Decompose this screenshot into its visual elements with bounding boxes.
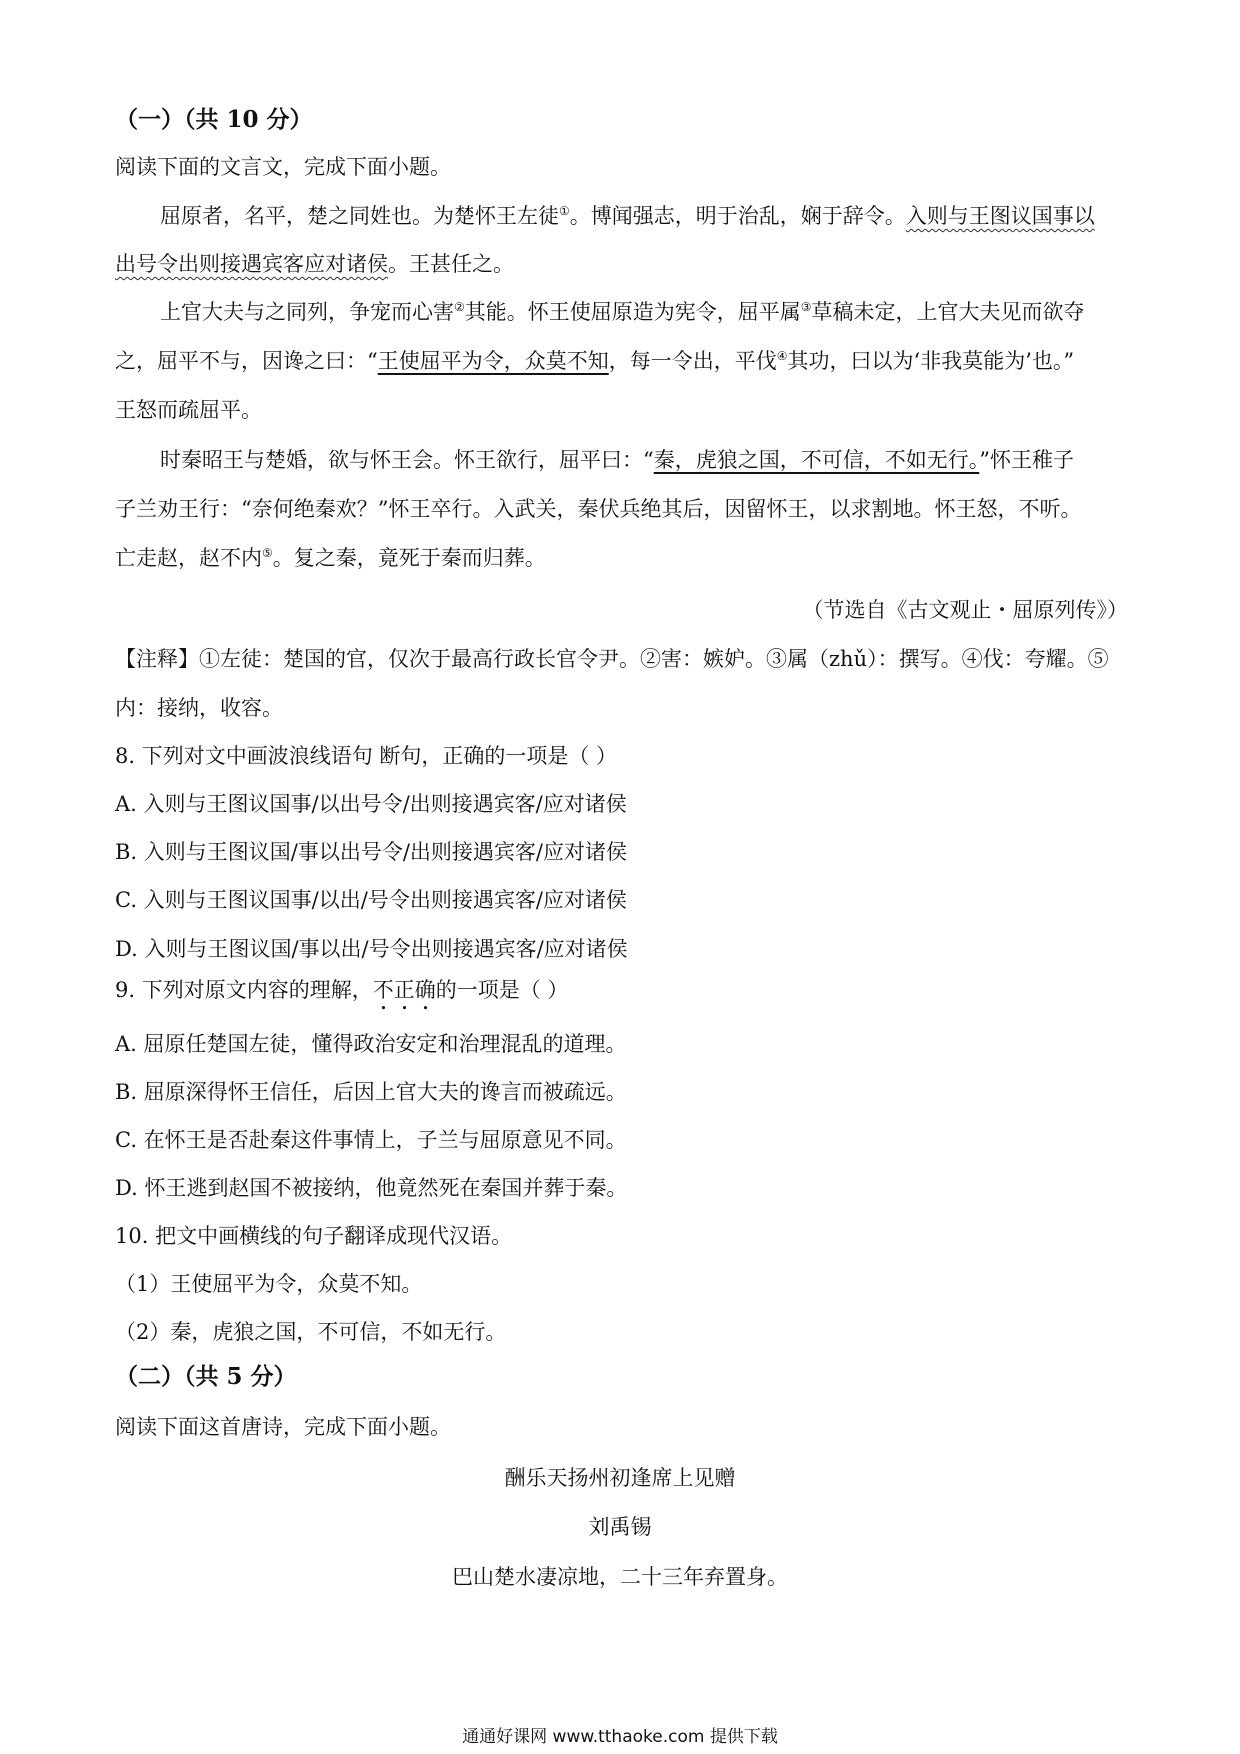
passage-paragraph-1-line-2 <box>115 250 514 278</box>
footnote-marker: ① <box>559 204 570 218</box>
question-9-option-c: C. 在怀王是否赴秦这件事情上，子兰与屈原意见不同。 <box>115 1128 627 1152</box>
text-span: 其功，曰以为‘非我莫能为’也。” <box>787 349 1075 373</box>
passage-paragraph-2-line-3: 王怒而疏屈平。 <box>115 398 262 422</box>
footnote-marker: ⑤ <box>262 546 273 560</box>
question-8-option-b: B. 入则与王图议国/事以出号令/出则接遇宾客/应对诸侯 <box>115 840 628 864</box>
wavy-underlined-text: 入则与王图议国事以 <box>905 204 1095 228</box>
text-span: 亡走赵，赵不内 <box>115 546 262 570</box>
poem-title: 酬乐天扬州初逢席上见赠 <box>504 1466 736 1490</box>
underlined-sentence: 秦，虎狼之国，不可信，不如无行。 <box>653 448 980 472</box>
text-span: 屈原者，名平，楚之同姓也。为楚怀王左徒 <box>160 204 559 228</box>
text-span: 9. 下列对原文内容的理解， <box>115 978 373 1002</box>
poem-line-1: 巴山楚水凄凉地，二十三年弃置身。 <box>452 1565 788 1589</box>
emphasis-dotted-text: 不正确 <box>372 978 436 1002</box>
question-8-stem: 8. 下列对文中画波浪线语句 断句，正确的一项是（ ） <box>115 744 618 768</box>
question-9-option-a: A. 屈原任楚国左徒，懂得政治安定和治理混乱的道理。 <box>115 1032 627 1056</box>
question-9-stem <box>115 976 568 1015</box>
text-span: 。博闻强志，明于治乱，娴于辞令。 <box>569 204 906 228</box>
passage-paragraph-2-line-2 <box>115 347 1074 375</box>
poem-author: 刘禹锡 <box>588 1515 652 1539</box>
text-span: 。复之秦，竟死于秦而归葬。 <box>272 546 546 570</box>
text-span: 。王甚任之。 <box>388 252 514 276</box>
passage-paragraph-1-line-1 <box>160 202 1095 230</box>
question-10-item-1: （1）王使屈平为令，众莫不知。 <box>115 1272 423 1296</box>
notes-line-1: 【注释】①左徒：楚国的官，仅次于最高行政长官令尹。②害：嫉妒。③属（zhǔ）：撰写。④伐：夸耀。⑤ <box>115 647 1109 671</box>
question-9-option-d: D. 怀王逃到赵国不被接纳，他竟然死在秦国并葬于秦。 <box>115 1176 628 1200</box>
question-8-option-d: D. 入则与王图议国/事以出/号令出则接遇宾客/应对诸侯 <box>115 937 628 961</box>
passage-paragraph-2-line-1 <box>160 298 1085 326</box>
section1-heading: （一）（共 10 分） <box>115 106 313 133</box>
passage-source: （节选自《古文观止・屈原列传》） <box>802 598 1128 622</box>
passage-paragraph-3-line-2: 子兰劝王行：“奈何绝秦欢？”怀王卒行。入武关，秦伏兵绝其后，因留怀王，以求割地。怀王怒，不听。 <box>115 497 1082 521</box>
section2-heading: （二）（共 5 分） <box>115 1363 297 1390</box>
notes-line-2: 内：接纳，收容。 <box>115 696 283 720</box>
question-10-stem: 10. 把文中画横线的句子翻译成现代汉语。 <box>115 1224 513 1248</box>
footnote-marker: ④ <box>776 349 788 363</box>
footnote-marker: ② <box>454 300 465 314</box>
question-10-item-2: （2）秦，虎狼之国，不可信，不如无行。 <box>115 1320 507 1344</box>
text-span: 之，屈平不与，因谗之曰：“ <box>115 349 378 373</box>
section1-instruction: 阅读下面的文言文，完成下面小题。 <box>115 155 451 179</box>
passage-paragraph-3-line-1 <box>160 446 1074 474</box>
wavy-underlined-text: 出号令出则接遇宾客应对诸侯 <box>115 252 388 276</box>
passage-paragraph-3-line-3 <box>115 544 546 572</box>
text-span: 的一项是（ ） <box>435 978 569 1002</box>
page-footer: 通通好课网 www.tthaoke.com 提供下载 <box>462 1727 778 1747</box>
section2-instruction: 阅读下面这首唐诗，完成下面小题。 <box>115 1415 451 1439</box>
underlined-sentence: 王使屈平为令，众莫不知 <box>377 349 609 373</box>
text-span: ”怀王稚子 <box>979 448 1074 472</box>
text-span: 其能。怀王使屈原造为宪令，屈平属 <box>464 300 801 324</box>
text-span: 草稿未定，上官大夫见而欲夺 <box>811 300 1085 324</box>
text-span: 时秦昭王与楚婚，欲与怀王会。怀王欲行，屈平曰：“ <box>160 448 654 472</box>
question-9-option-b: B. 屈原深得怀王信任，后因上官大夫的谗言而被疏远。 <box>115 1080 627 1104</box>
footnote-marker: ③ <box>800 300 812 314</box>
question-8-option-a: A. 入则与王图议国事/以出号令/出则接遇宾客/应对诸侯 <box>115 792 627 816</box>
text-span: 上官大夫与之同列，争宠而心害 <box>160 300 454 324</box>
text-span: ，每一令出，平伐 <box>608 349 777 373</box>
question-8-option-c: C. 入则与王图议国事/以出/号令出则接遇宾客/应对诸侯 <box>115 888 627 912</box>
